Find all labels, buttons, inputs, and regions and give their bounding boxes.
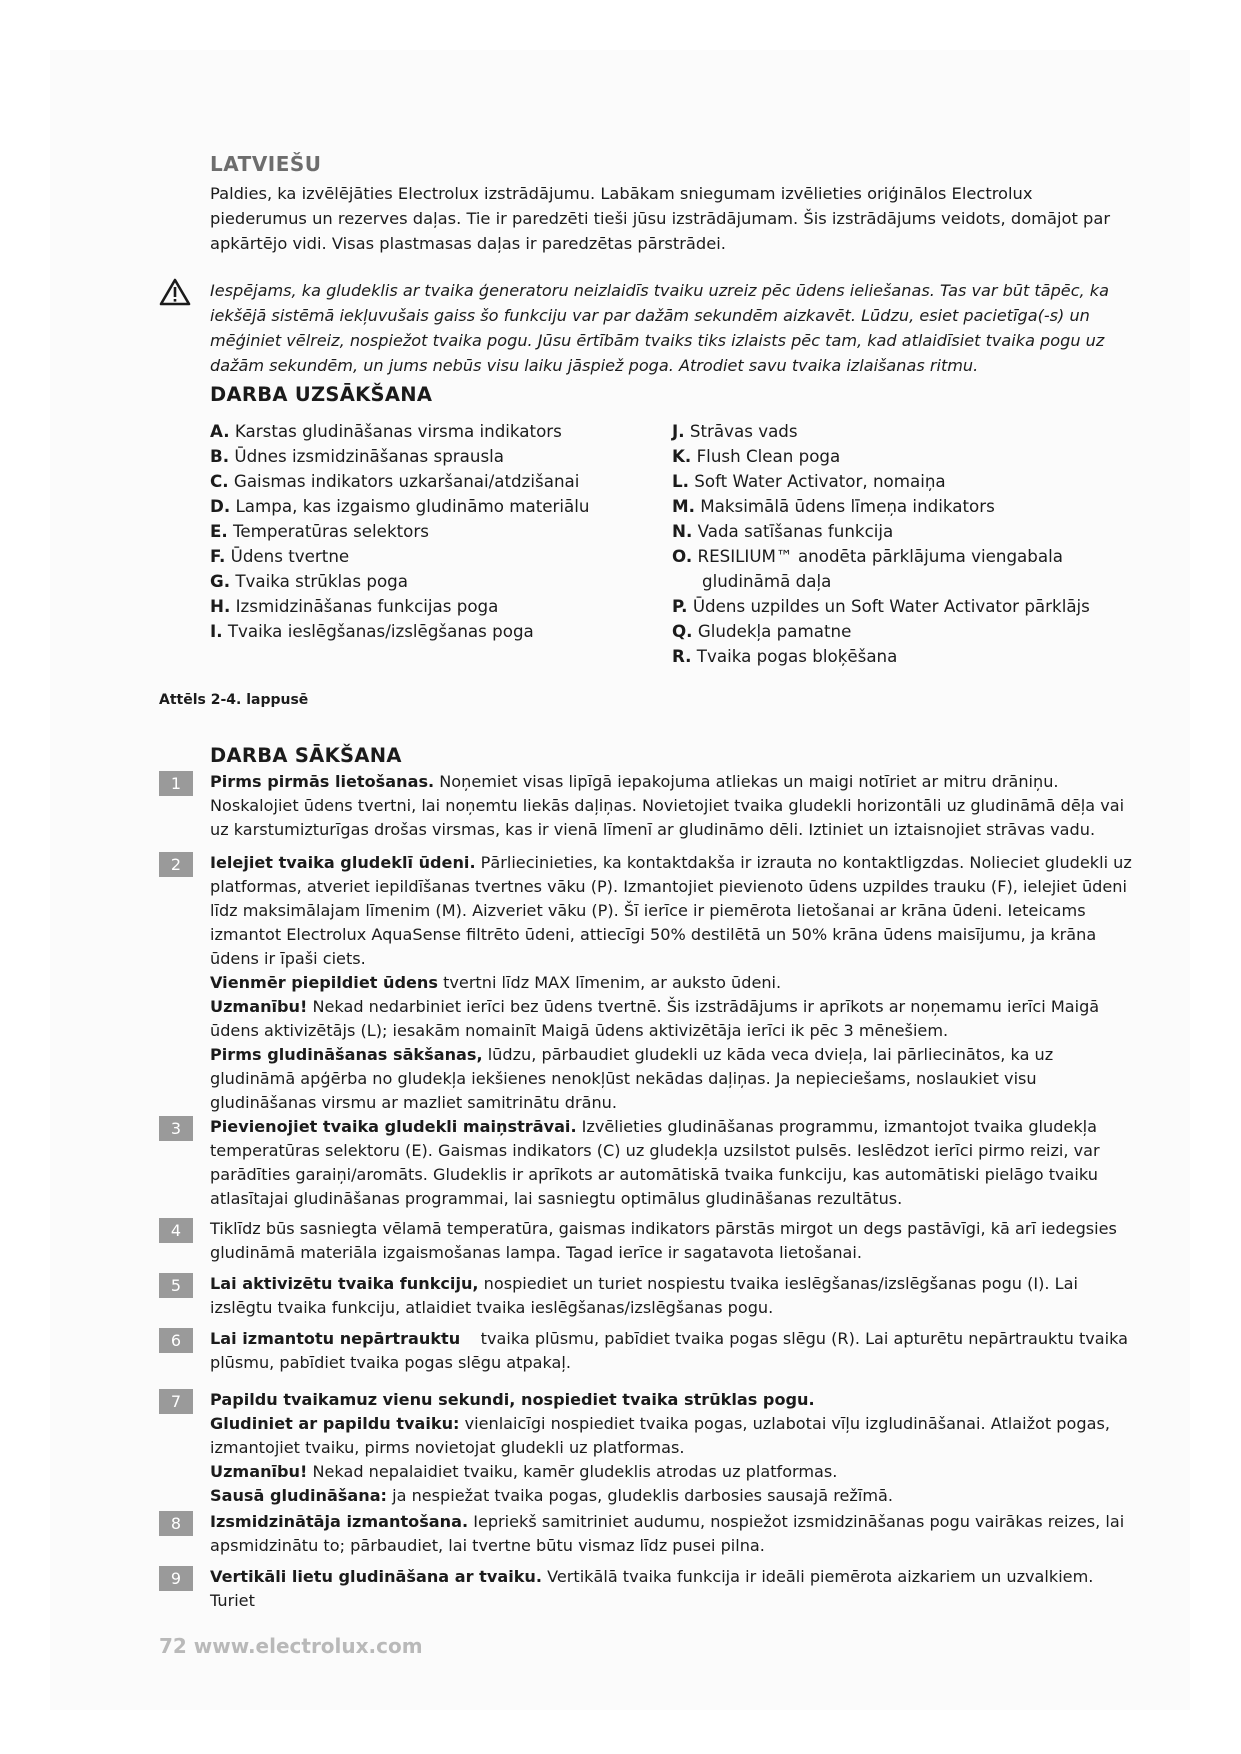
step-text: [210, 1327, 1132, 1375]
part-label: Tvaika pogas bloķēšana: [691, 646, 898, 666]
parts-list-item: [210, 494, 650, 519]
parts-list-item: [210, 569, 650, 594]
step-paragraph: [210, 1388, 1132, 1412]
step-body-text: Noņemiet visas lipīgā iepakojuma atliekas un maigi notīriet ar mitru drāniņu. Noskalojiet ūdens tvertni, lai noņemtu liekās daļiņas. Novietojiet tvaika gludekli horizontāli uz gludināmā dēļa vai uz karstumizturīgas drošas virsmas, kas ir vienā līmenī ar gludināmo dēli. Iztiniet un iztaisnojiet strāvas vadu.: [210, 772, 1130, 839]
parts-list-item: [672, 469, 1132, 494]
part-label: Lampa, kas izgaismo gludināmo materiālu: [230, 496, 590, 516]
step-lead: Izsmidzinātāja izmantošana.: [210, 1512, 469, 1531]
part-letter: G.: [210, 571, 231, 591]
step-sub-lead: Vienmēr piepildiet ūdens: [210, 973, 438, 992]
part-letter: B.: [210, 446, 230, 466]
step-text: [210, 1115, 1132, 1211]
part-label: Karstas gludināšanas virsma indikators: [229, 421, 562, 441]
parts-list-item: [672, 644, 1132, 669]
part-letter: L.: [672, 471, 689, 491]
part-letter: P.: [672, 596, 688, 616]
part-label: Izsmidzināšanas funkcijas poga: [230, 596, 499, 616]
step-subparagraph: [210, 1412, 1132, 1460]
parts-list-item: [210, 444, 650, 469]
step-subparagraph: [210, 1484, 1132, 1508]
step-body-text: Izvēlieties gludināšanas programmu, izmantojot tvaika gludekļa temperatūras selektoru (E). Gaismas indikators (C) uz gludekļa uzsilstot pulsēs. Ieslēdzot ierīci pirmo reizi, var parādīties garaiņi/aromāts. Gludeklis ir aprīkots ar automātiskā tvaika funkciju, kas automātiski pielāgo tvaiku atlasītajai gludināšanas programmai, lai sasniegtu optimālus gludināšanas rezultātus.: [210, 1117, 1105, 1208]
step-paragraph: [210, 1327, 1132, 1375]
step-sub-text: ja nespiežat tvaika pogas, gludeklis darbosies sausajā režīmā.: [387, 1486, 893, 1505]
warning-text: Iespējams, ka gludeklis ar tvaika ģeneratoru neizlaidīs tvaiku uzreiz pēc ūdens ieliešanas. Tas var būt tāpēc, ka iekšējā sistēmā iekļuvušais gaiss šo funkciju var par dažām sekundēm aizkavēt. Lūdzu, esiet pacietīga(-s) un mēģiniet vēlreiz, nospiežot tvaika pogu. Jūsu ērtībām tvaiks tiks izlaists pēc tam, kad atlaidīsiet tvaika pogu uz dažām sekundēm, un jums nebūs visu laiku jāspiež poga. Atrodiet savu tvaika izlaišanas ritmu.: [210, 281, 1109, 375]
step-lead: Pirms pirmās lietošanas.: [210, 772, 435, 791]
step-number-badge: 6: [159, 1328, 193, 1353]
part-letter: C.: [210, 471, 229, 491]
parts-list-item: [672, 444, 1132, 469]
step-subparagraph: [210, 971, 1132, 995]
part-letter: R.: [672, 646, 692, 666]
part-label: Temperatūras selektors: [227, 521, 429, 541]
part-letter: E.: [210, 521, 228, 541]
part-label: Strāvas vads: [684, 421, 798, 441]
step-text: [210, 1388, 1132, 1508]
step-body-text: Pārliecinieties, ka kontaktdakša ir izrauta no kontaktligzdas. Nolieciet gludekli uz platformas, atveriet iepildīšanas tvertnes vāku (P). Izmantojiet pievienoto ūdens uzpildes trauku (F), ielejiet ūdeni līdz maksimālajam līmenim (M). Aizveriet vāku (P). Šī ierīce ir piemērota lietošanai ar krāna ūdeni. Ieteicams izmantot Electrolux AquaSense filtrēto ūdeni, attiecīgi 50% destilētā un 50% krāna ūdens maisījumu, ja krāna ūdens ir īpaši ciets.: [210, 853, 1137, 968]
step-sub-text: Nekad nedarbiniet ierīci bez ūdens tvertnē. Šis izstrādājums ir aprīkots ar noņemamu ierīci Maigā ūdens aktivizētājs (L); iesakām nomainīt Maigā ūdens aktivizētāja ierīci ik pēc 3 mēnešiem.: [210, 997, 1100, 1040]
step-number-badge: 3: [159, 1116, 193, 1141]
step-text: [210, 1510, 1132, 1558]
step-body-text: Vertikālā tvaika funkcija ir ideāli piemērota aizkariem un uzvalkiem. Turiet: [210, 1567, 1099, 1610]
step-number-badge: 2: [159, 852, 193, 877]
step-text: [210, 1272, 1132, 1320]
step-lead: Papildu tvaikamuz vienu sekundi, nospiediet tvaika strūklas pogu.: [210, 1390, 815, 1409]
step-paragraph: [210, 1115, 1132, 1211]
language-title: LATVIEŠU: [210, 152, 322, 176]
part-letter: A.: [210, 421, 230, 441]
step-sub-text: lūdzu, pārbaudiet gludekli uz kāda veca dvieļa, lai pārliecinātos, ka uz gludināmā apģērba no gludekļa iekšienes nenokļūst nekādas daļiņas. Ja nepieciešams, noslaukiet visu gludināšanas virsmu ar mazliet samitrinātu drānu.: [210, 1045, 1054, 1112]
step-sub-lead: Gludiniet ar papildu tvaiku:: [210, 1414, 460, 1433]
step-sub-lead: Pirms gludināšanas sākšanas,: [210, 1045, 483, 1064]
step-sub-lead: Sausā gludināšana:: [210, 1486, 387, 1505]
step-text: [210, 770, 1132, 842]
step-number-badge: 4: [159, 1218, 193, 1243]
part-label: Ūdens uzpildes un Soft Water Activator pārklājs: [687, 596, 1090, 616]
part-letter: J.: [672, 421, 685, 441]
step-sub-text: Nekad nepalaidiet tvaiku, kamēr gludeklis atrodas uz platformas.: [307, 1462, 838, 1481]
step-lead: Pievienojiet tvaika gludekli maiņstrāvai.: [210, 1117, 577, 1136]
step-sub-lead: Uzmanību!: [210, 1462, 308, 1481]
step-number-badge: 9: [159, 1566, 193, 1591]
step-number-badge: 7: [159, 1389, 193, 1414]
step-number-badge: 1: [159, 771, 193, 796]
part-label: Gaismas indikators uzkaršanai/atdzišanai: [228, 471, 580, 491]
step-body-text: Iepriekš samitriniet audumu, nospiežot izsmidzināšanas pogu vairākas reizes, lai apsmidzinātu to; pārbaudiet, lai tvertne būtu vismaz līdz pusei pilna.: [210, 1512, 1130, 1555]
part-letter: N.: [672, 521, 693, 541]
part-label: Tvaika strūklas poga: [230, 571, 409, 591]
parts-list-item: [672, 619, 1132, 644]
parts-list-item: [210, 619, 650, 644]
step-lead: Ielejiet tvaika gludeklī ūdeni.: [210, 853, 476, 872]
parts-list-item: [672, 419, 1132, 444]
step-sub-text: vienlaicīgi nospiediet tvaika pogas, uzlabotai vīļu izgludināšanai. Atlaižot pogas, izmantojiet tvaiku, pirms novietojat gludekli uz platformas.: [210, 1414, 1110, 1457]
step-paragraph: [210, 1217, 1132, 1265]
step-paragraph: [210, 1272, 1132, 1320]
part-letter: K.: [672, 446, 692, 466]
section-title-operation: DARBA SĀKŠANA: [210, 744, 402, 767]
part-label: Gludekļa pamatne: [692, 621, 852, 641]
part-label: Ūdens tvertne: [225, 546, 350, 566]
step-subparagraph: [210, 1043, 1132, 1115]
part-label-continuation: gludināmā daļa: [702, 571, 832, 591]
part-letter: Q.: [672, 621, 693, 641]
parts-list-right: [672, 419, 1132, 669]
part-letter: F.: [210, 546, 226, 566]
parts-list-item: [210, 469, 650, 494]
step-paragraph: [210, 1510, 1132, 1558]
step-number-badge: 5: [159, 1273, 193, 1298]
step-lead: Vertikāli lietu gludināšana ar tvaiku.: [210, 1567, 542, 1586]
step-body-text: Tiklīdz būs sasniegta vēlamā temperatūra, gaismas indikators pārstās mirgot un degs pastāvīgi, kā arī iedegsies gludināmā materiāla izgaismošanas lampa. Tagad ierīce ir sagatavota lietošanai.: [210, 1219, 1123, 1262]
parts-list-item: [210, 519, 650, 544]
step-subparagraph: [210, 1460, 1132, 1484]
part-letter: O.: [672, 546, 693, 566]
part-label: Tvaika ieslēgšanas/izslēgšanas poga: [222, 621, 534, 641]
step-paragraph: [210, 770, 1132, 842]
parts-list-left: [210, 419, 650, 644]
parts-list-item: [672, 594, 1132, 619]
part-label: Flush Clean poga: [691, 446, 841, 466]
step-number-badge: 8: [159, 1511, 193, 1536]
step-lead: Lai aktivizētu tvaika funkciju,: [210, 1274, 479, 1293]
part-letter: M.: [672, 496, 695, 516]
part-letter: H.: [210, 596, 231, 616]
step-subparagraph: [210, 995, 1132, 1043]
step-text: [210, 851, 1137, 1115]
parts-list-item: [672, 544, 1132, 569]
parts-list-item: [210, 544, 650, 569]
part-label: Ūdnes izsmidzināšanas sprausla: [229, 446, 505, 466]
step-paragraph: [210, 851, 1137, 971]
step-body-text: nospiediet un turiet nospiestu tvaika ieslēgšanas/izslēgšanas pogu (I). Lai izslēgtu tvaika funkciju, atlaidiet tvaika ieslēgšanas/izslēgšanas pogu.: [210, 1274, 1084, 1317]
part-letter: I.: [210, 621, 223, 641]
step-paragraph: [210, 1565, 1132, 1613]
parts-list-item: [210, 419, 650, 444]
part-label: Soft Water Activator, nomaiņa: [688, 471, 946, 491]
parts-list-item: [672, 519, 1132, 544]
step-text: [210, 1217, 1132, 1265]
page-footer: 72 www.electrolux.com: [159, 1634, 423, 1658]
step-lead: Lai izmantotu nepārtrauktu: [210, 1329, 461, 1348]
part-label: RESILIUM™ anodēta pārklājuma viengabala: [692, 546, 1063, 566]
step-body-text: tvaika plūsmu, pabīdiet tvaika pogas slēgu (R). Lai apturētu nepārtrauktu tvaika plūsmu, pabīdiet tvaika pogas slēgu atpakaļ.: [210, 1329, 1134, 1372]
section-title-start: DARBA UZSĀKŠANA: [210, 383, 433, 406]
part-letter: D.: [210, 496, 231, 516]
part-label: Vada satīšanas funkcija: [692, 521, 894, 541]
step-text: [210, 1565, 1132, 1613]
figure-reference: Attēls 2-4. lappusē: [159, 692, 309, 708]
part-label: Maksimālā ūdens līmeņa indikators: [694, 496, 995, 516]
parts-list-item: [672, 494, 1132, 519]
step-sub-text: tvertni līdz MAX līmenim, ar auksto ūdeni.: [437, 973, 782, 992]
intro-paragraph: Paldies, ka izvēlējāties Electrolux izstrādājumu. Labākam sniegumam izvēlieties oriģinālos Electrolux piederumus un rezerves daļas. Tie ir paredzēti tieši jūsu izstrādājumam. Šis izstrādājums veidots, domājot par apkārtējo vidi. Visas plastmasas daļas ir paredzētas pārstrādei.: [210, 184, 1111, 253]
warning-triangle-icon: [159, 278, 191, 306]
step-sub-lead: Uzmanību!: [210, 997, 308, 1016]
parts-list-item: [210, 594, 650, 619]
